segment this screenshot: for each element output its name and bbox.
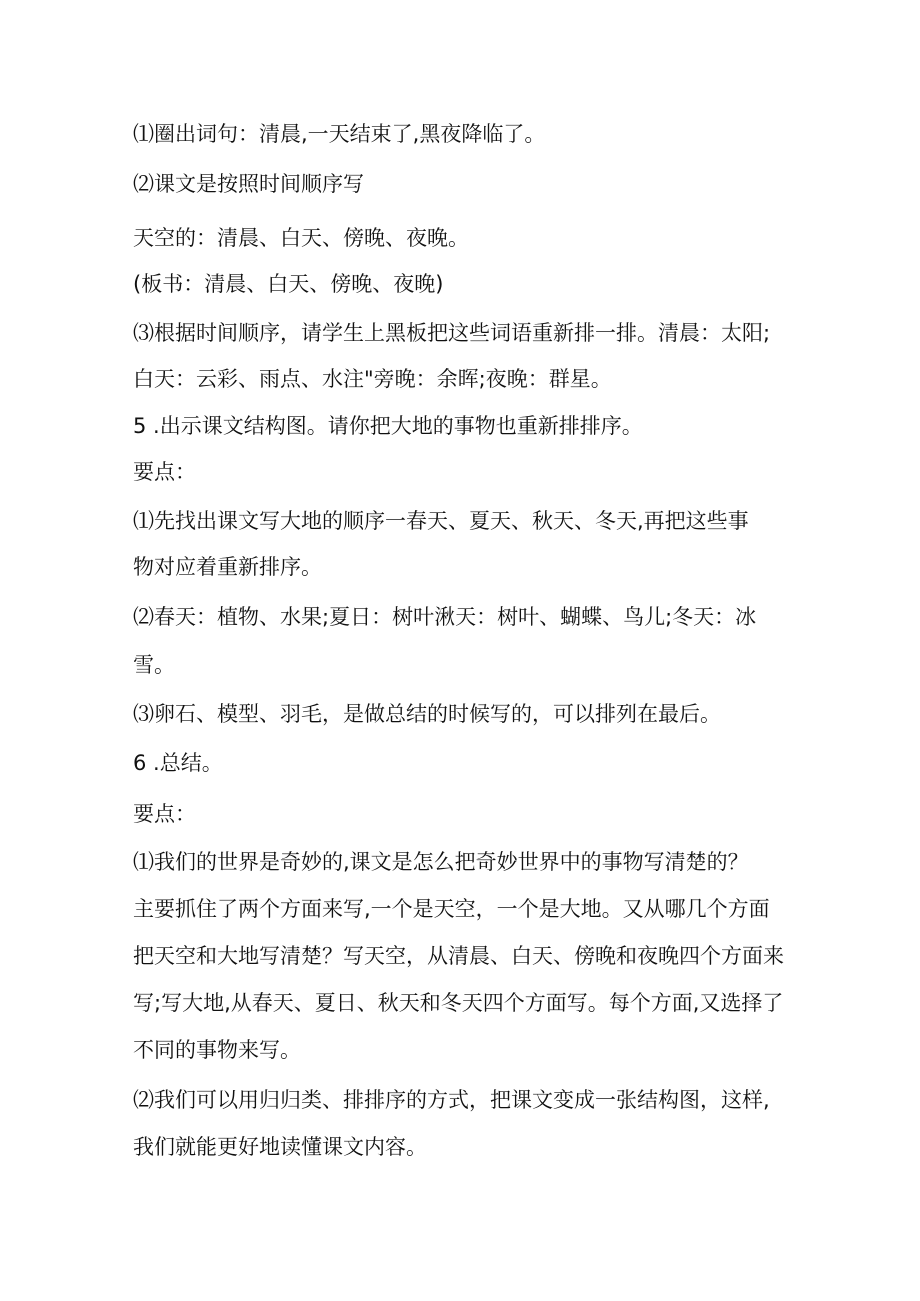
text-line: ⑵春天：植物、水果;夏日：树叶湫天：树叶、蝴蝶、鸟儿;冬天：冰 bbox=[133, 605, 757, 629]
text-line: 把天空和大地写清楚？写天空，从清晨、白天、傍晚和夜晚四个方面来 bbox=[133, 944, 784, 968]
text-line: 写;写大地,从春天、夏日、秋天和冬天四个方面写。每个方面,又选择了 bbox=[133, 991, 784, 1015]
text-line: 我们就能更好地读懂课文内容。 bbox=[133, 1135, 427, 1159]
text-line: (板书：清晨、白天、傍晚、夜晚) bbox=[133, 272, 444, 296]
text-line: ⑶根据时间顺序，请学生上黑板把这些词语重新排一排。清晨：太阳; bbox=[133, 321, 771, 345]
text-line: 不同的事物来写。 bbox=[133, 1038, 301, 1062]
text-line: 天空的：清晨、白天、傍晚、夜晚。 bbox=[133, 226, 469, 250]
text-line: 5 .出示课文结构图。请你把大地的事物也重新排排序。 bbox=[133, 414, 643, 438]
text-line: 物对应着重新排序。 bbox=[133, 555, 322, 579]
text-line: 雪。 bbox=[133, 653, 175, 677]
text-line: 6 .总结。 bbox=[133, 751, 223, 775]
text-line: 要点： bbox=[133, 460, 196, 484]
text-line: 主要抓住了两个方面来写,一个是天空，一个是大地。又从哪几个方面 bbox=[133, 897, 770, 921]
text-line: 要点： bbox=[133, 802, 196, 826]
text-line: ⑵课文是按照时间顺序写 bbox=[133, 172, 364, 196]
text-line: ⑴我们的世界是奇妙的,课文是怎么把奇妙世界中的事物写清楚的？ bbox=[133, 850, 749, 874]
text-line: ⑶卵石、模型、羽毛，是做总结的时候写的，可以排列在最后。 bbox=[133, 702, 721, 726]
text-line: ⑵我们可以用归归类、排排序的方式，把课文变成一张结构图，这样, bbox=[133, 1088, 770, 1112]
text-line: 白天：云彩、雨点、水注"旁晚：余晖;夜晚：群星。 bbox=[133, 367, 612, 391]
text-line: ⑴先找出课文写大地的顺序一春天、夏天、秋天、冬天,再把这些事 bbox=[133, 509, 749, 533]
text-line: ⑴圈出词句：清晨,一天结束了,黑夜降临了。 bbox=[133, 122, 546, 146]
